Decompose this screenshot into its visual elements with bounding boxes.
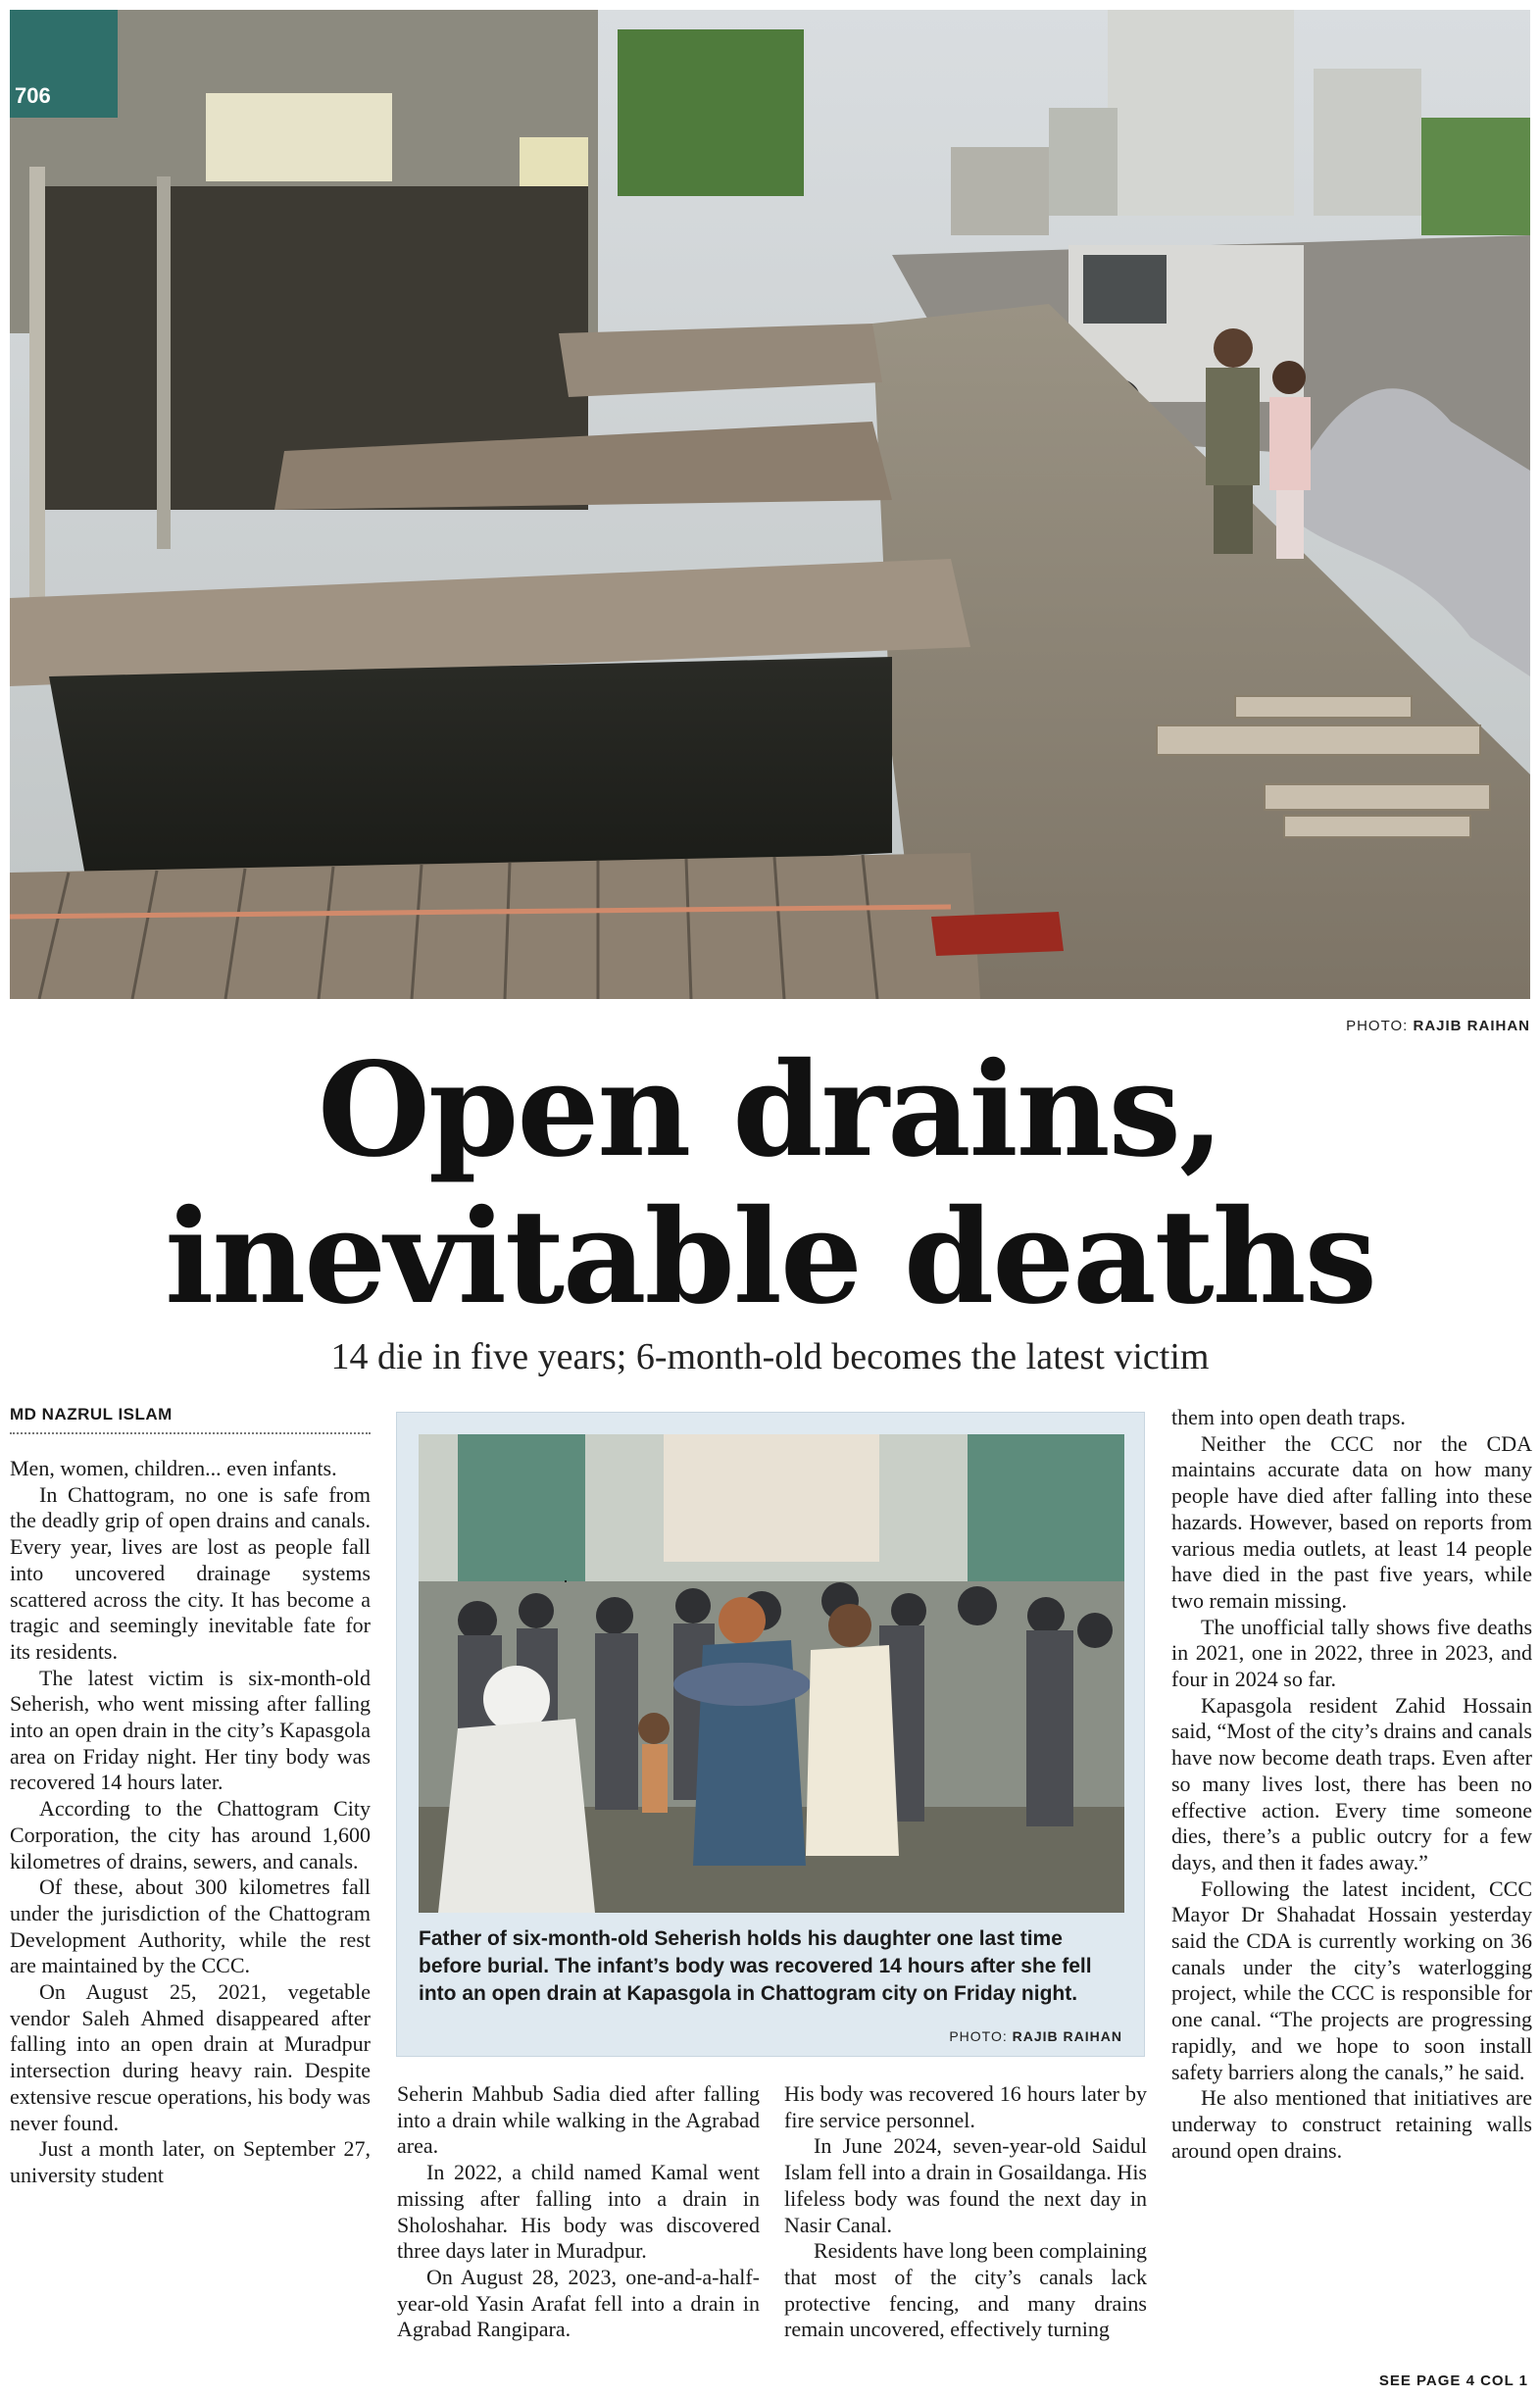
headline-line-2: inevitable deaths (165, 1181, 1375, 1333)
inset-photo-box (396, 1412, 1145, 2057)
paragraph: Neither the CCC nor the CDA maintains accurate data on how many people have died after falling into these hazards. However, based on reports from various media outlets, at least 14 people have died in the past five years, while two remain missing. (1171, 1430, 1532, 1613)
article-column-2 (397, 2081, 760, 2343)
paragraph: The latest victim is six-month-old Seherish, who went missing after falling into an open drain in the city’s Kapasgola area on Friday night. Her tiny body was recovered 14 hours later. (10, 1665, 371, 1795)
inset-credit-name: RAJIB RAIHAN (1012, 2028, 1122, 2044)
paragraph: Seherin Mahbub Sadia died after falling into a drain while walking in the Agrabad area. (397, 2081, 760, 2159)
paragraph: He also mentioned that initiatives are underway to construct retaining walls around open drains. (1171, 2085, 1532, 2163)
paragraph: According to the Chattogram City Corporation, the city has around 1,600 kilometres of drains, sewers, and canals. (10, 1796, 371, 1873)
hero-credit-name: RAJIB RAIHAN (1413, 1018, 1530, 1034)
article-column-4 (1171, 1405, 1532, 2164)
byline: MD NAZRUL ISLAM (10, 1405, 371, 1434)
shop-sign-number: 706 (15, 83, 51, 108)
inset-photo-caption: Father of six-month-old Seherish holds his daughter one last time before burial. The infant’s body was recovered 14 hours after she fell into an open drain at Kapasgola in Chattogram city on Friday night. (419, 1927, 1092, 2005)
paragraph: In June 2024, seven-year-old Saidul Islam fell into a drain in Gosaildanga. His lifeless body was found the next day in Nasir Canal. (784, 2133, 1147, 2237)
paragraph: His body was recovered 16 hours later by fire service personnel. (784, 2081, 1147, 2132)
inset-photo-credit (949, 2028, 1122, 2044)
paragraph: Kapasgola resident Zahid Hossain said, “Most of the city’s drains and canals have now become death traps. Even after so many lives lost, there has been no effective action. Every time someone dies, there’s a public outcry for a few days, and then it fades away.” (1171, 1692, 1532, 1874)
hero-photo-drawing (10, 10, 1530, 999)
paragraph: On August 25, 2021, vegetable vendor Saleh Ahmed disappeared after falling into an open drain at Muradpur intersection during heavy rain. Despite extensive rescue operations, his body was never found. (10, 1979, 371, 2135)
paragraph: Just a month later, on September 27, university student (10, 2136, 371, 2187)
paragraph: Men, women, children... even infants. (10, 1456, 337, 1480)
inset-credit-label: PHOTO: (949, 2028, 1008, 2044)
paragraph: Residents have long been complaining that most of the city’s canals lack protective fencing, and many drains remain uncovered, effectively turning (784, 2238, 1147, 2342)
paragraph: In Chattogram, no one is safe from the deadly grip of open drains and canals. Every year, lives are lost as people fall into uncovered drainage systems scattered across the city. It has become a tragic and seemingly inevitable fate for its residents. (10, 1481, 371, 1664)
subheadline: 14 die in five years; 6-month-old becomes the latest victim (330, 1336, 1210, 1377)
inset-photo (419, 1434, 1124, 1913)
hero-photo (10, 10, 1530, 999)
continuation-note: SEE PAGE 4 COL 1 (1378, 2373, 1528, 2389)
paragraph: The unofficial tally shows five deaths in 2021, one in 2022, three in 2023, and four in 2024 so far. (1171, 1614, 1532, 1692)
inset-photo-drawing (419, 1434, 1124, 1913)
paragraph: In 2022, a child named Kamal went missing after falling into a drain in Sholoshahar. His body was discovered three days later in Muradpur. (397, 2160, 760, 2264)
paragraph: Following the latest incident, CCC Mayor Dr Shahadat Hossain yesterday said the CDA is currently working on 36 canals under the city’s waterlogging project, while the CCC is responsible for one canal. “The projects are progressing rapidly, and we hope to soon install safety barriers along the canals,” he said. (1171, 1875, 1532, 2084)
article-column-3 (784, 2081, 1147, 2343)
article-column-1 (10, 1456, 371, 2189)
paragraph: On August 28, 2023, one-and-a-half-year-old Yasin Arafat fell into a drain in Agrabad Rangipara. (397, 2264, 760, 2342)
paragraph: Of these, about 300 kilometres fall under the jurisdiction of the Chattogram Development Authority, while the rest are maintained by the CCC. (10, 1874, 371, 1978)
headline-line-1: Open drains, (318, 1034, 1222, 1186)
paragraph: them into open death traps. (1171, 1405, 1406, 1429)
hero-photo-credit (1346, 1018, 1530, 1034)
hero-credit-label: PHOTO: (1346, 1018, 1409, 1034)
